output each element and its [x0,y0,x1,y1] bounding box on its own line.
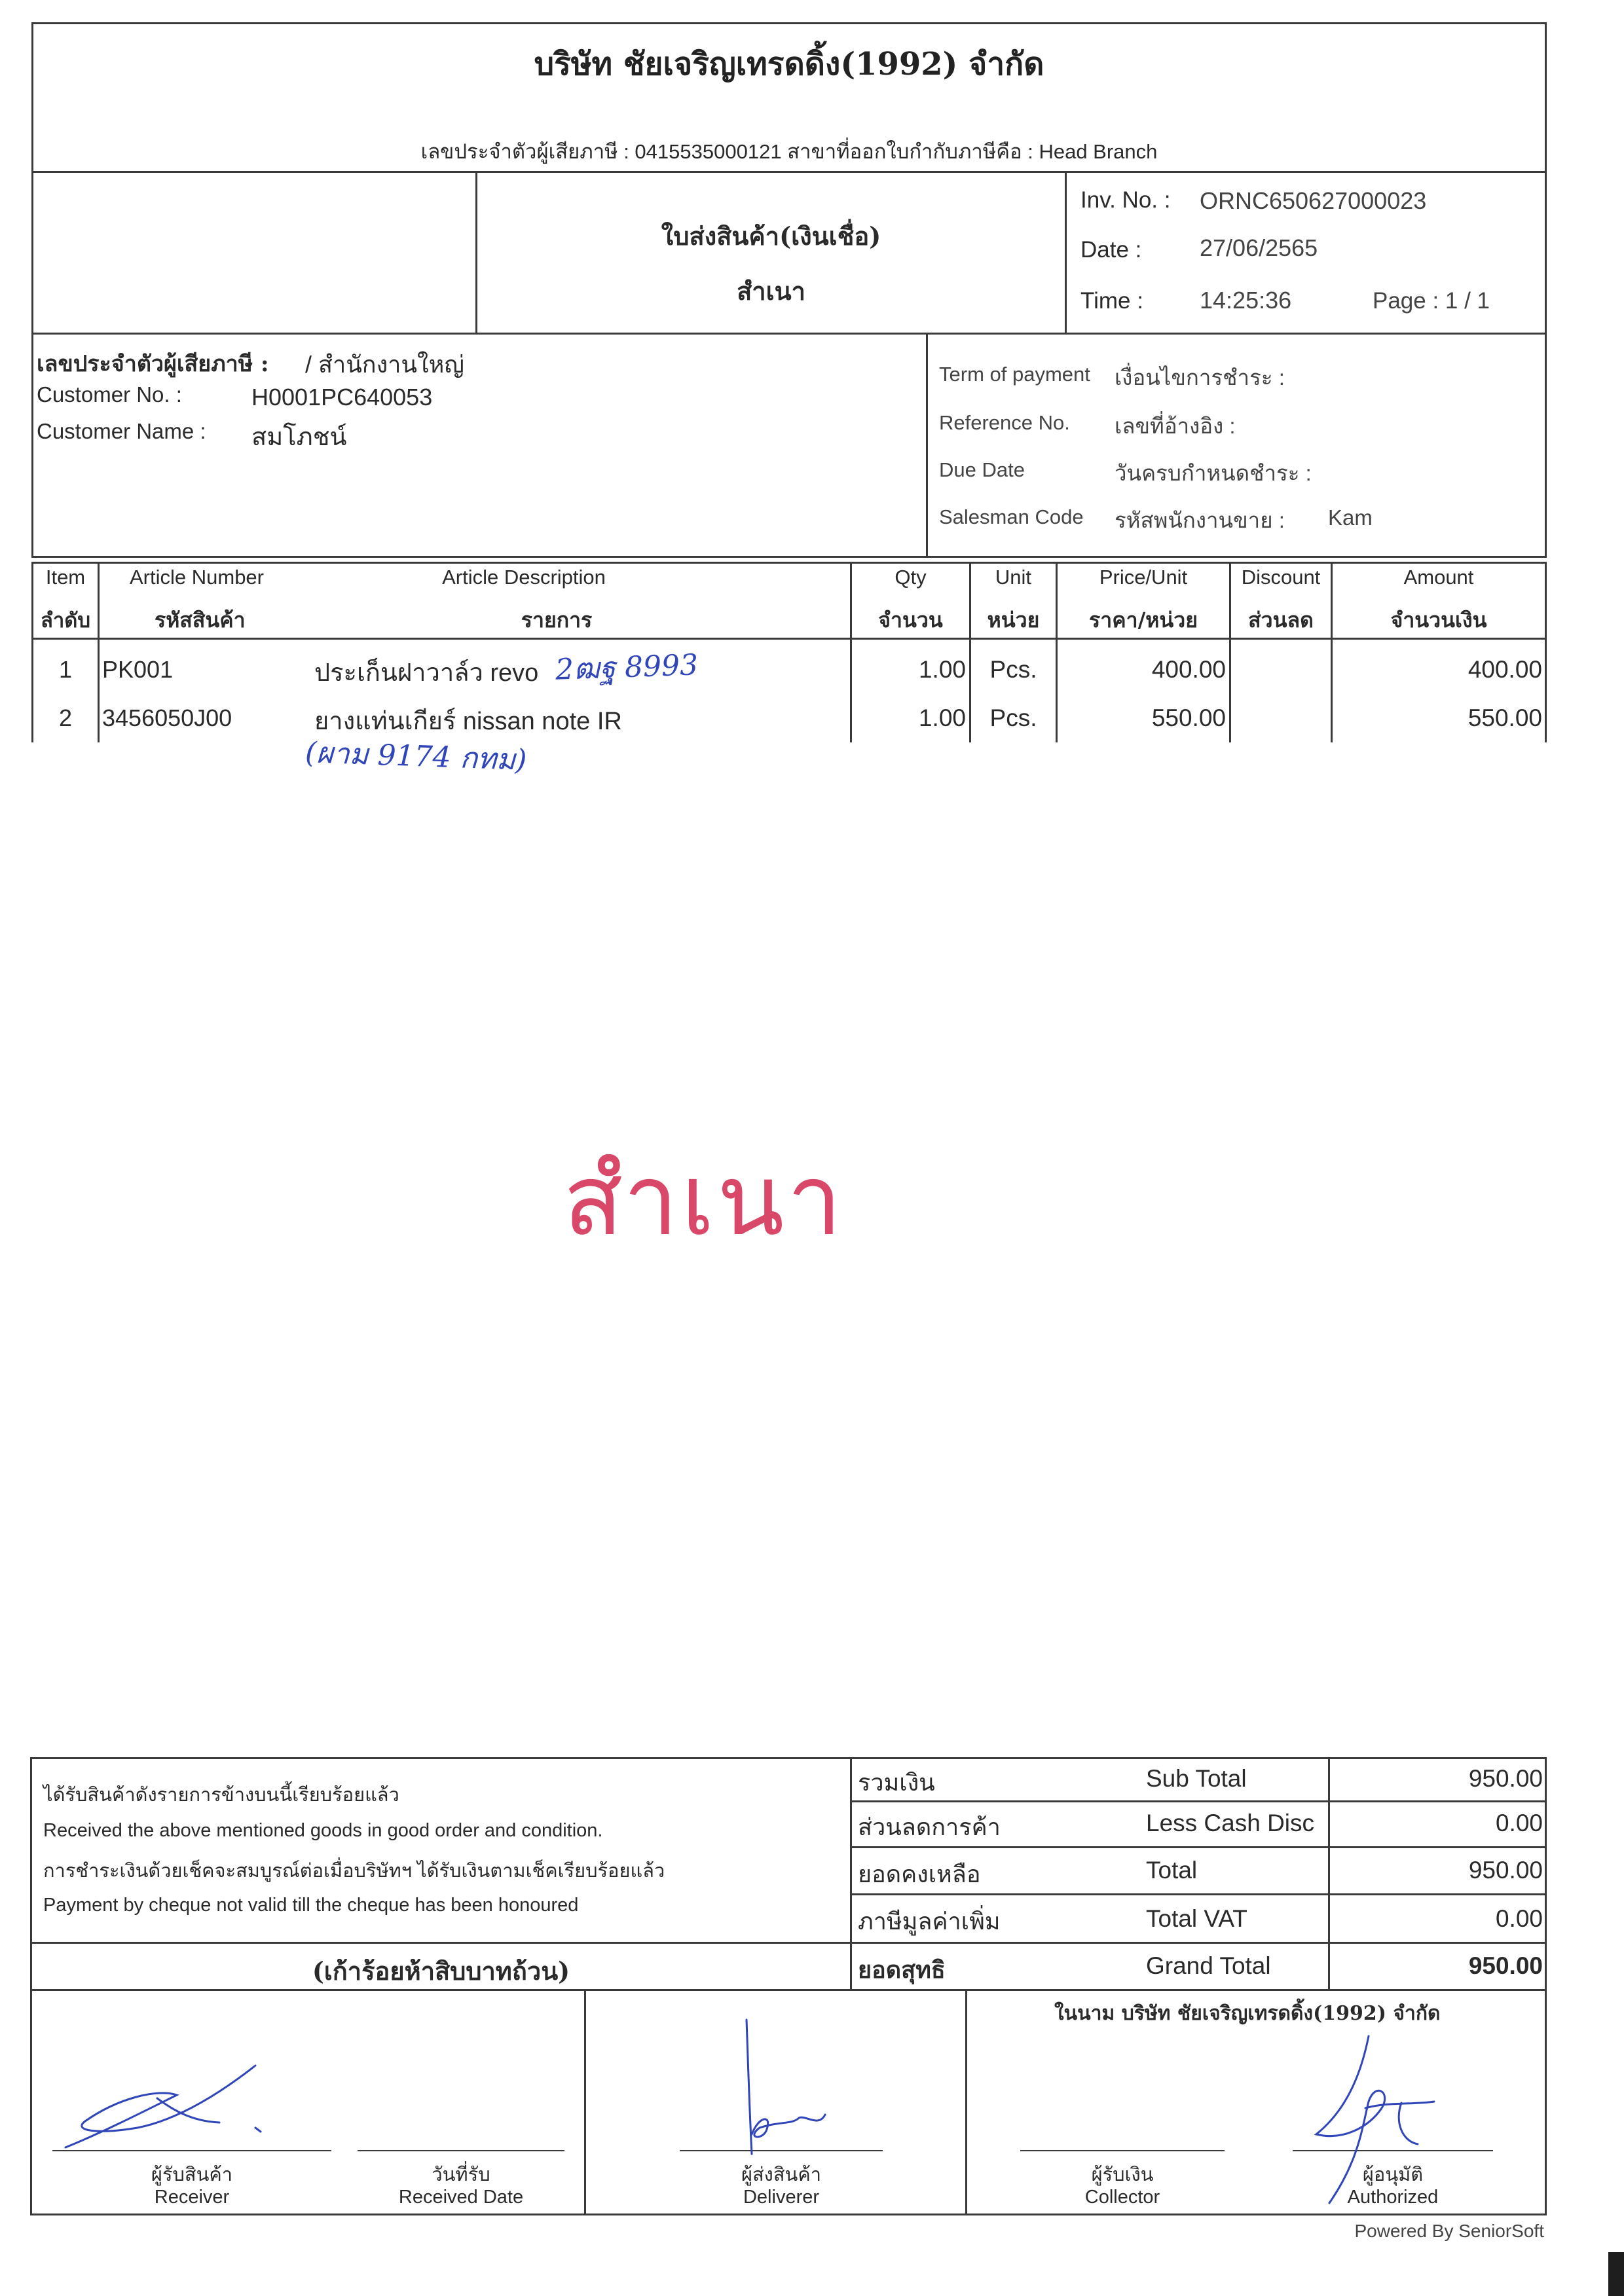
row1-code: PK001 [102,656,174,683]
sig-deliverer-en: Deliverer [743,2187,820,2208]
sig-collector-th: ผู้รับเงิน [1091,2164,1154,2185]
discount-th: ส่วนลดการค้า [858,1813,1001,1840]
powered-by: Powered By SeniorSoft [1354,2221,1544,2241]
cheque-note-th: การชำระเงินด้วยเช็คจะสมบูรณ์ต่อเมื่อบริษัทฯ ได้รับเงินตามเช็คเรียบร้อยแล้ว [43,1861,665,1882]
time-label: Time : [1080,288,1143,314]
amount-in-words: (เก้าร้อยห้าสิบบาทถ้วน) [312,1956,570,1986]
row1-amount: 400.00 [1467,656,1542,683]
th-unit-th: หน่วย [987,608,1040,632]
customer-name-label: Customer Name : [37,419,206,443]
sig-received-date-th: วันที่รับ [432,2164,490,2185]
customer-tax-value: / สำนักงานใหญ่ [305,351,464,378]
th-item-en: Item [45,566,86,589]
salesman-value: Kam [1328,505,1373,530]
cheque-note-en: Payment by cheque not valid till the cheque has been honoured [43,1895,579,1916]
customer-no-value: H0001PC640053 [251,384,433,410]
term-payment-label: Term of payment [939,363,1090,386]
th-discount-th: ส่วนลด [1248,608,1314,632]
th-amount-th: จำนวนเงิน [1390,608,1487,632]
subtotal-th: รวมเงิน [858,1769,935,1796]
deliverer-signature [720,2016,851,2160]
total-value: 950.00 [1468,1857,1543,1884]
sig-collector-en: Collector [1084,2187,1160,2208]
th-price-en: Price/Unit [1099,566,1188,589]
customer-tax-label: เลขประจำตัวผู้เสียภาษี : [37,351,269,377]
due-th: วันครบกำหนดชำระ : [1115,461,1312,485]
inv-value: ORNC650627000023 [1200,187,1427,214]
th-qty-en: Qty [895,566,927,589]
ref-th: เลขที่อ้างอิง : [1115,414,1236,438]
row2-unit: Pcs. [989,704,1037,731]
vat-value: 0.00 [1495,1905,1543,1932]
salesman-th: รหัสพนักงานขาย : [1115,508,1285,532]
company-name: บริษัท ชัยเจริญเทรดดิ้ง(1992) จำกัด [534,46,1044,82]
receiver-signature [59,2049,321,2160]
sig-receiver-en: Receiver [154,2187,230,2208]
customer-name-value: สมโภชน์ [251,424,347,451]
ref-label: Reference No. [939,411,1070,434]
th-item-th: ลำดับ [40,609,91,632]
grand-total-en: Grand Total [1146,1952,1271,1979]
th-discount-en: Discount [1241,566,1321,589]
handwritten-plate-note: 2ฒฐ 8993 [555,648,699,687]
sig-receiver-th: ผู้รับสินค้า [151,2164,233,2185]
row2-price: 550.00 [1151,704,1226,731]
th-desc-en: Article Description [442,566,606,589]
row2-code: 3456050J00 [102,704,232,731]
row1-qty: 1.00 [918,656,966,683]
grand-total-th: ยอดสุทธิ [858,1956,946,1984]
row2-amount: 550.00 [1467,704,1542,731]
th-amount-en: Amount [1403,566,1474,589]
row2-qty: 1.00 [918,704,966,731]
total-th: ยอดคงเหลือ [858,1861,981,1887]
inv-label: Inv. No. : [1080,187,1171,213]
term-payment-th: เงื่อนไขการชำระ : [1115,365,1285,390]
row1-desc: ประเก็นฝาวาล์ว revo [314,659,539,687]
subtotal-en: Sub Total [1146,1765,1247,1792]
company-tax-line: เลขประจำตัวผู้เสียภาษี : 0415535000121 สาขาที่ออกใบกำกับภาษีคือ : Head Branch [420,140,1158,163]
row2-desc: ยางแท่นเกียร์ nissan note IR [314,708,622,735]
row1-item: 1 [58,656,73,683]
receive-note-th: ได้รับสินค้าดังรายการข้างบนนี้เรียบร้อยแล้ว [43,1785,399,1806]
sig-deliverer-th: ผู้ส่งสินค้า [741,2164,822,2185]
copy-stamp: สำเนา [563,1145,845,1255]
doc-title: ใบส่งสินค้า(เงินเชื่อ) [661,221,881,251]
th-qty-th: จำนวน [878,608,943,632]
date-value: 27/06/2565 [1200,234,1318,261]
row1-price: 400.00 [1151,656,1226,683]
grand-total-value: 950.00 [1468,1952,1543,1979]
row2-item: 2 [58,704,73,731]
discount-value: 0.00 [1495,1810,1543,1836]
time-value: 14:25:36 [1200,287,1292,314]
vat-en: Total VAT [1146,1905,1247,1932]
th-unit-en: Unit [995,566,1032,589]
sig-authorized-en: Authorized [1347,2187,1439,2208]
scan-edge [1608,2252,1624,2296]
total-en: Total [1146,1857,1198,1884]
page-label: Page : 1 / 1 [1373,288,1490,314]
salesman-label: Salesman Code [939,505,1084,528]
subtotal-value: 950.00 [1468,1765,1543,1792]
customer-no-label: Customer No. : [37,382,182,407]
th-code-en: Article Number [130,566,264,589]
authorized-signature [1303,2030,1454,2206]
sig-authorized-th: ผู้อนุมัติ [1362,2164,1424,2185]
th-price-th: ราคา/หน่วย [1089,608,1198,632]
receive-note-en: Received the above mentioned goods in good order and condition. [43,1820,603,1841]
discount-en: Less Cash Disc [1146,1810,1315,1836]
vat-th: ภาษีมูลค่าเพิ่ม [858,1908,1001,1935]
date-label: Date : [1080,237,1142,263]
th-code-th: รหัสสินค้า [155,608,246,632]
handwritten-plate-note-2: (ผาม 9174 กทม) [304,736,528,777]
sig-received-date-en: Received Date [398,2187,524,2208]
row1-unit: Pcs. [989,656,1037,683]
due-label: Due Date [939,458,1025,481]
doc-subtitle: สำเนา [737,276,805,306]
on-behalf-label: ในนาม บริษัท ชัยเจริญเทรดดิ้ง(1992) จำกัด [1054,2002,1441,2025]
th-desc-th: รายการ [521,608,593,632]
